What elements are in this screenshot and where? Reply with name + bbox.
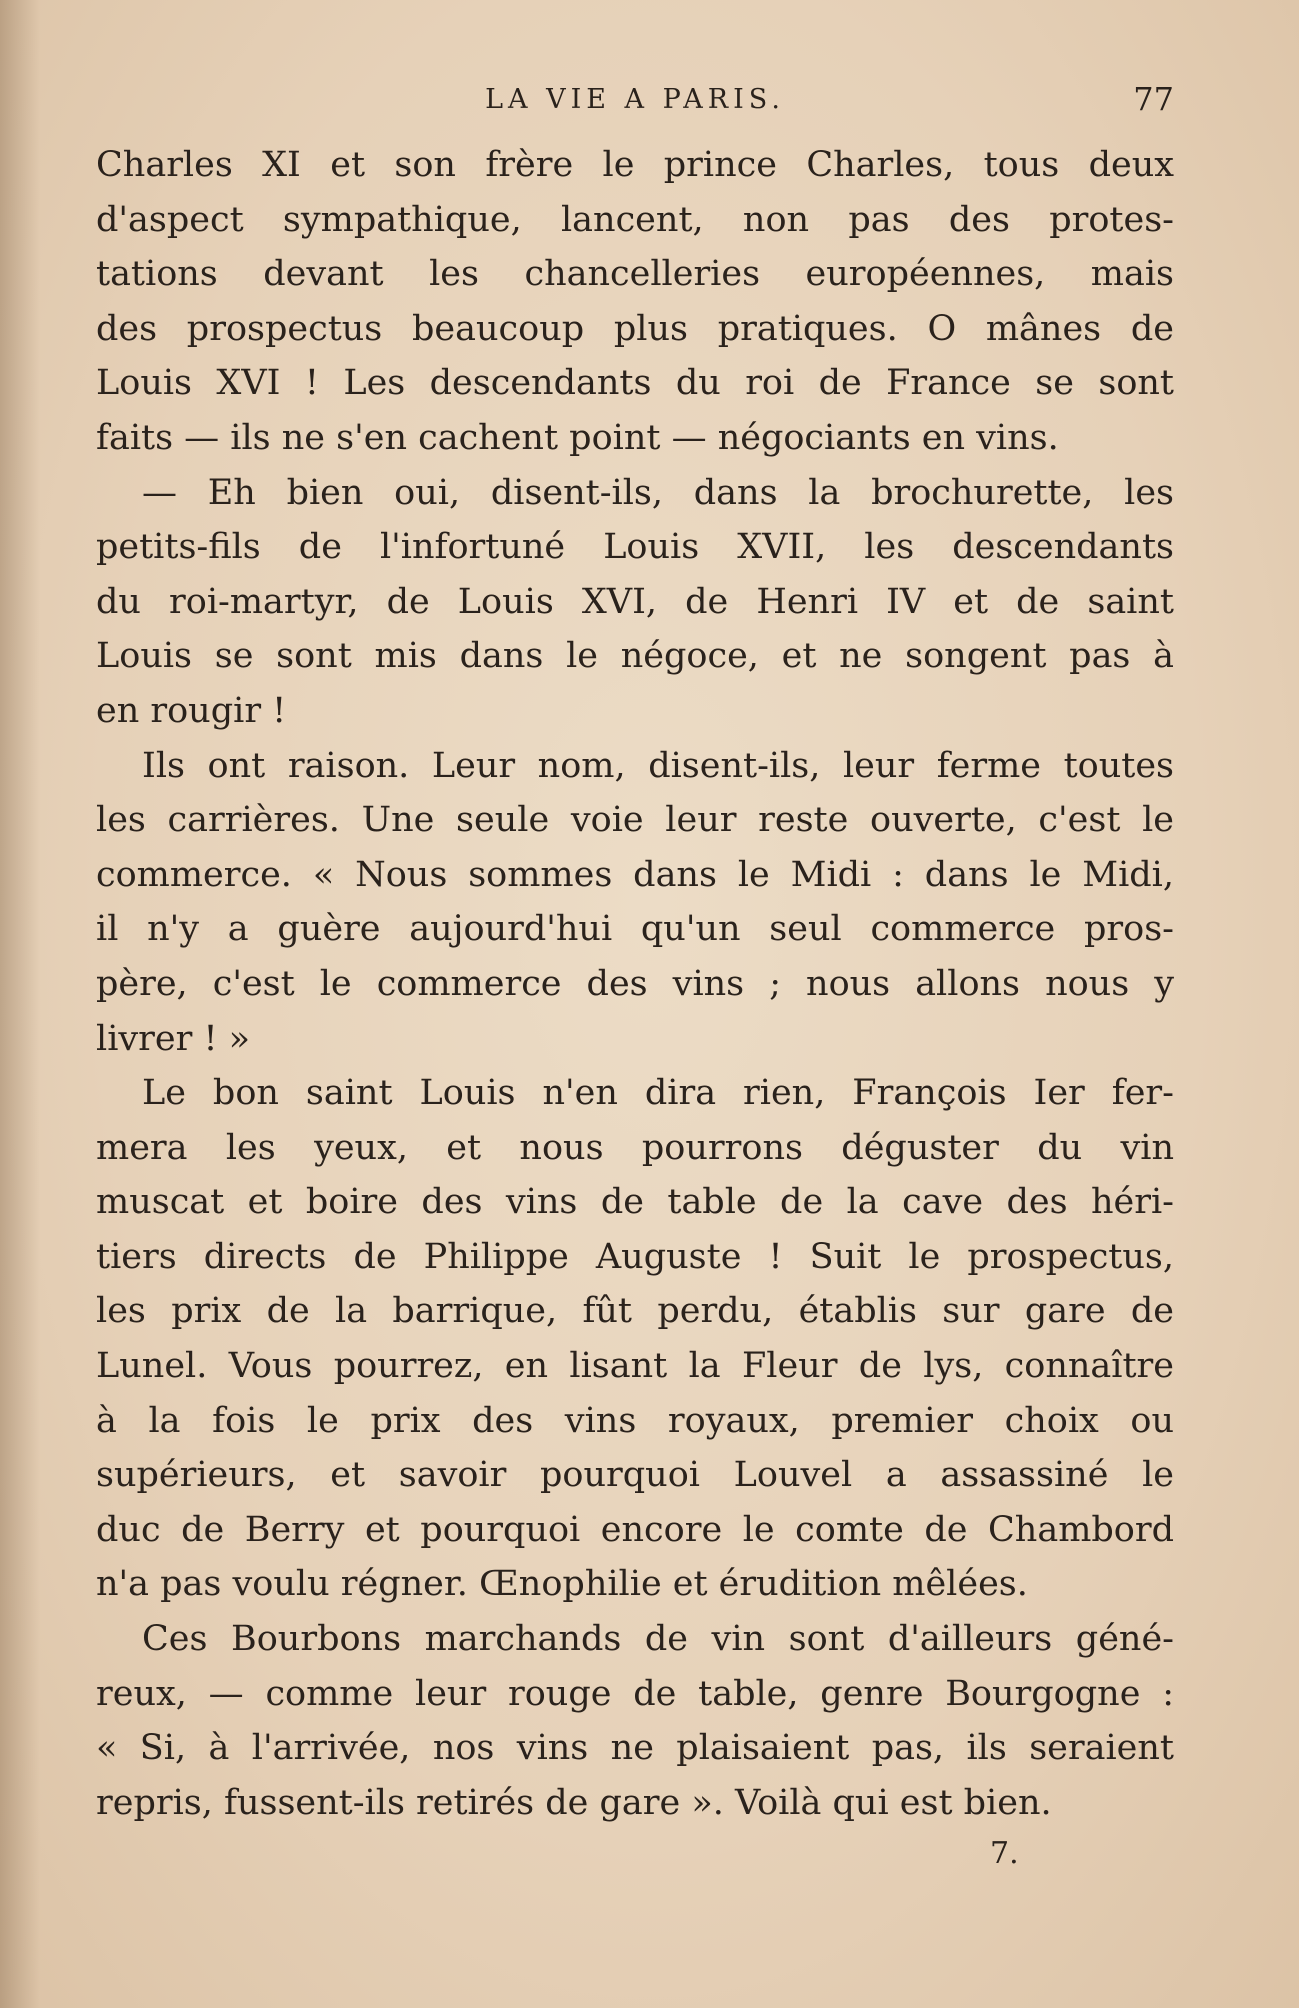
text-line: — Eh bien oui, disent-ils, dans la brochurette, les (142, 472, 1174, 513)
body-text (96, 138, 1174, 1830)
text-line: Lunel. Vous pourrez, en lisant la Fleur de lys, connaître (96, 1346, 1174, 1387)
text-line: à la fois le prix des vins royaux, premier choix ou (96, 1400, 1174, 1441)
text-line: tiers directs de Philippe Auguste ! Suit le prospectus, (96, 1236, 1174, 1277)
text-line: commerce. « Nous sommes dans le Midi : dans le Midi, (96, 854, 1174, 895)
text-line: il n'y a guère aujourd'hui qu'un seul commerce pros- (96, 909, 1174, 950)
text-line: tations devant les chancelleries européennes, mais (96, 254, 1174, 295)
text-line: d'aspect sympathique, lancent, non pas des protes- (96, 199, 1174, 240)
text-line: livrer ! » (96, 1018, 251, 1059)
text-line: n'a pas voulu régner. Œnophilie et érudition mêlées. (96, 1564, 1028, 1605)
text-line: les carrières. Une seule voie leur reste ouverte, c'est le (96, 800, 1174, 841)
text-line: reux, — comme leur rouge de table, genre Bourgogne : (96, 1673, 1174, 1714)
text-line: Ces Bourbons marchands de vin sont d'ailleurs géné- (142, 1619, 1174, 1660)
text-line: les prix de la barrique, fût perdu, établis sur gare de (96, 1291, 1174, 1332)
text-line: « Si, à l'arrivée, nos vins ne plaisaient pas, ils seraient (96, 1728, 1174, 1769)
running-head: LA VIE A PARIS. (485, 84, 785, 115)
page-header (96, 80, 1174, 120)
text-line: repris, fussent-ils retirés de gare ». Voilà qui est bien. (96, 1782, 1052, 1823)
text-line: faits — ils ne s'en cachent point — négociants en vins. (96, 417, 1059, 458)
text-line: Louis XVI ! Les descendants du roi de France se sont (96, 363, 1174, 404)
text-line: petits-fils de l'infortuné Louis XVII, les descendants (96, 527, 1174, 568)
text-line: supérieurs, et savoir pourquoi Louvel a assassiné le (96, 1455, 1174, 1496)
text-line: père, c'est le commerce des vins ; nous allons nous y (96, 963, 1174, 1004)
text-line: muscat et boire des vins de table de la cave des héri- (96, 1182, 1174, 1223)
signature-mark: 7. (990, 1836, 1019, 1871)
text-line: mera les yeux, et nous pourrons déguster du vin (96, 1127, 1174, 1168)
binding-shadow (0, 0, 40, 2008)
text-line: des prospectus beaucoup plus pratiques. O mânes de (96, 308, 1174, 349)
text-line: Le bon saint Louis n'en dira rien, François Ier fer- (142, 1073, 1174, 1114)
text-line: Ils ont raison. Leur nom, disent-ils, leur ferme toutes (142, 745, 1174, 786)
text-line: du roi-martyr, de Louis XVI, de Henri IV et de saint (96, 581, 1174, 622)
text-line: Charles XI et son frère le prince Charles, tous deux (96, 145, 1174, 185)
text-line: Louis se sont mis dans le négoce, et ne songent pas à (96, 636, 1174, 677)
text-line: en rougir ! (96, 690, 287, 731)
text-line: duc de Berry et pourquoi encore le comte de Chambord (96, 1509, 1174, 1550)
page-number: 77 (1133, 80, 1174, 118)
